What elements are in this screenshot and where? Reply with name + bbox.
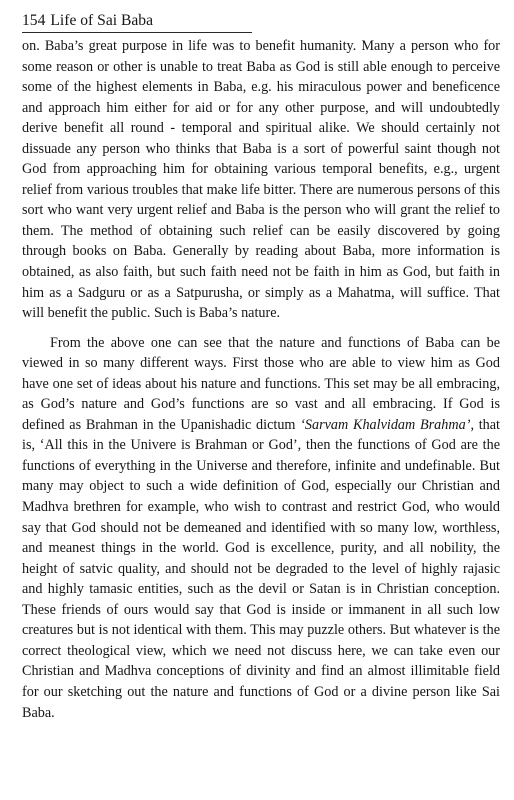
paragraph-1-text: on. Baba’s great purpose in life was to benefit humanity. Many a person who for some reason or other is unable to treat Baba as God is still able enough to perceive some of the highest elements in Baba, e.g. his miraculous power and beneficence and approach him either for aid or for any other purpose, and will undoubtedly derive benefit all round - temporal and spiritual alike. We should certainly not dissuade any person who thinks that Baba is a sort of powerful saint though not God from approaching him for obtaining various temporal benefits, e.g., urgent relief from various troubles that make life bitter. There are numerous persons of this sort who want very urgent relief and Baba is the person who will grant the relief to them. The method of obtaining such relief can be easily discovered by going through books on Baba. Generally by reading about Baba, more information is obtained, as also faith, but such faith need not be faith in him as God, but faith in him as a Sadguru or as a Satpurusha, or simply as a Mahatma, will suffice. That will benefit the public. Such is Baba’s nature.: [22, 38, 500, 322]
sanskrit-dictum: ‘Sarvam Khalvidam Brahma’: [300, 416, 471, 433]
page-number: 154: [22, 12, 46, 29]
paragraph-2-text-b: , that is, ‘All this in the Univere is Brahman or God’, then the functions of God are the functions of everything in the Universe and therefore, infinite and undefinable. But many may object to such a wide definition of God, especially our Christian and Madhva brethren for example, who wish to contrast and restrict God, who would say that God should not be demeaned and identified with so many low, worthless, and meanest things in the world. God is excellence, purity, and all nobility, the height of satvic quality, and should not be degraded to the level of highly rajasic and highly tamasic entities, such as the devil or Satan is in Christian conception. These friends of ours would say that God is inside or immanent in all such low creatures but is not identical with them. This may puzzle others. But whatever is the correct theological view, which we need not discuss here, we can take even our Christian and Madhva conceptions of divinity and find an almost illimitable field for our sketching out the nature and functions of God or a divine person like Sai Baba.: [22, 416, 500, 721]
paragraph-2-text-a: From the above one can see that the nature and functions of Baba can be viewed in so many different ways. First those who are able to view him as God have one set of ideas about his nature and functions. This set may be all embracing, as God’s nature and God’s functions are so vast and all embracing. If God is defined as Brahman in the Upanishadic dictum: [22, 334, 500, 433]
book-page: [22, 0, 500, 723]
paragraph-2: [22, 333, 500, 723]
running-title: Life of Sai Baba: [50, 12, 154, 29]
body-text: [22, 36, 500, 723]
running-header: [22, 11, 252, 33]
paragraph-1: [22, 36, 500, 324]
